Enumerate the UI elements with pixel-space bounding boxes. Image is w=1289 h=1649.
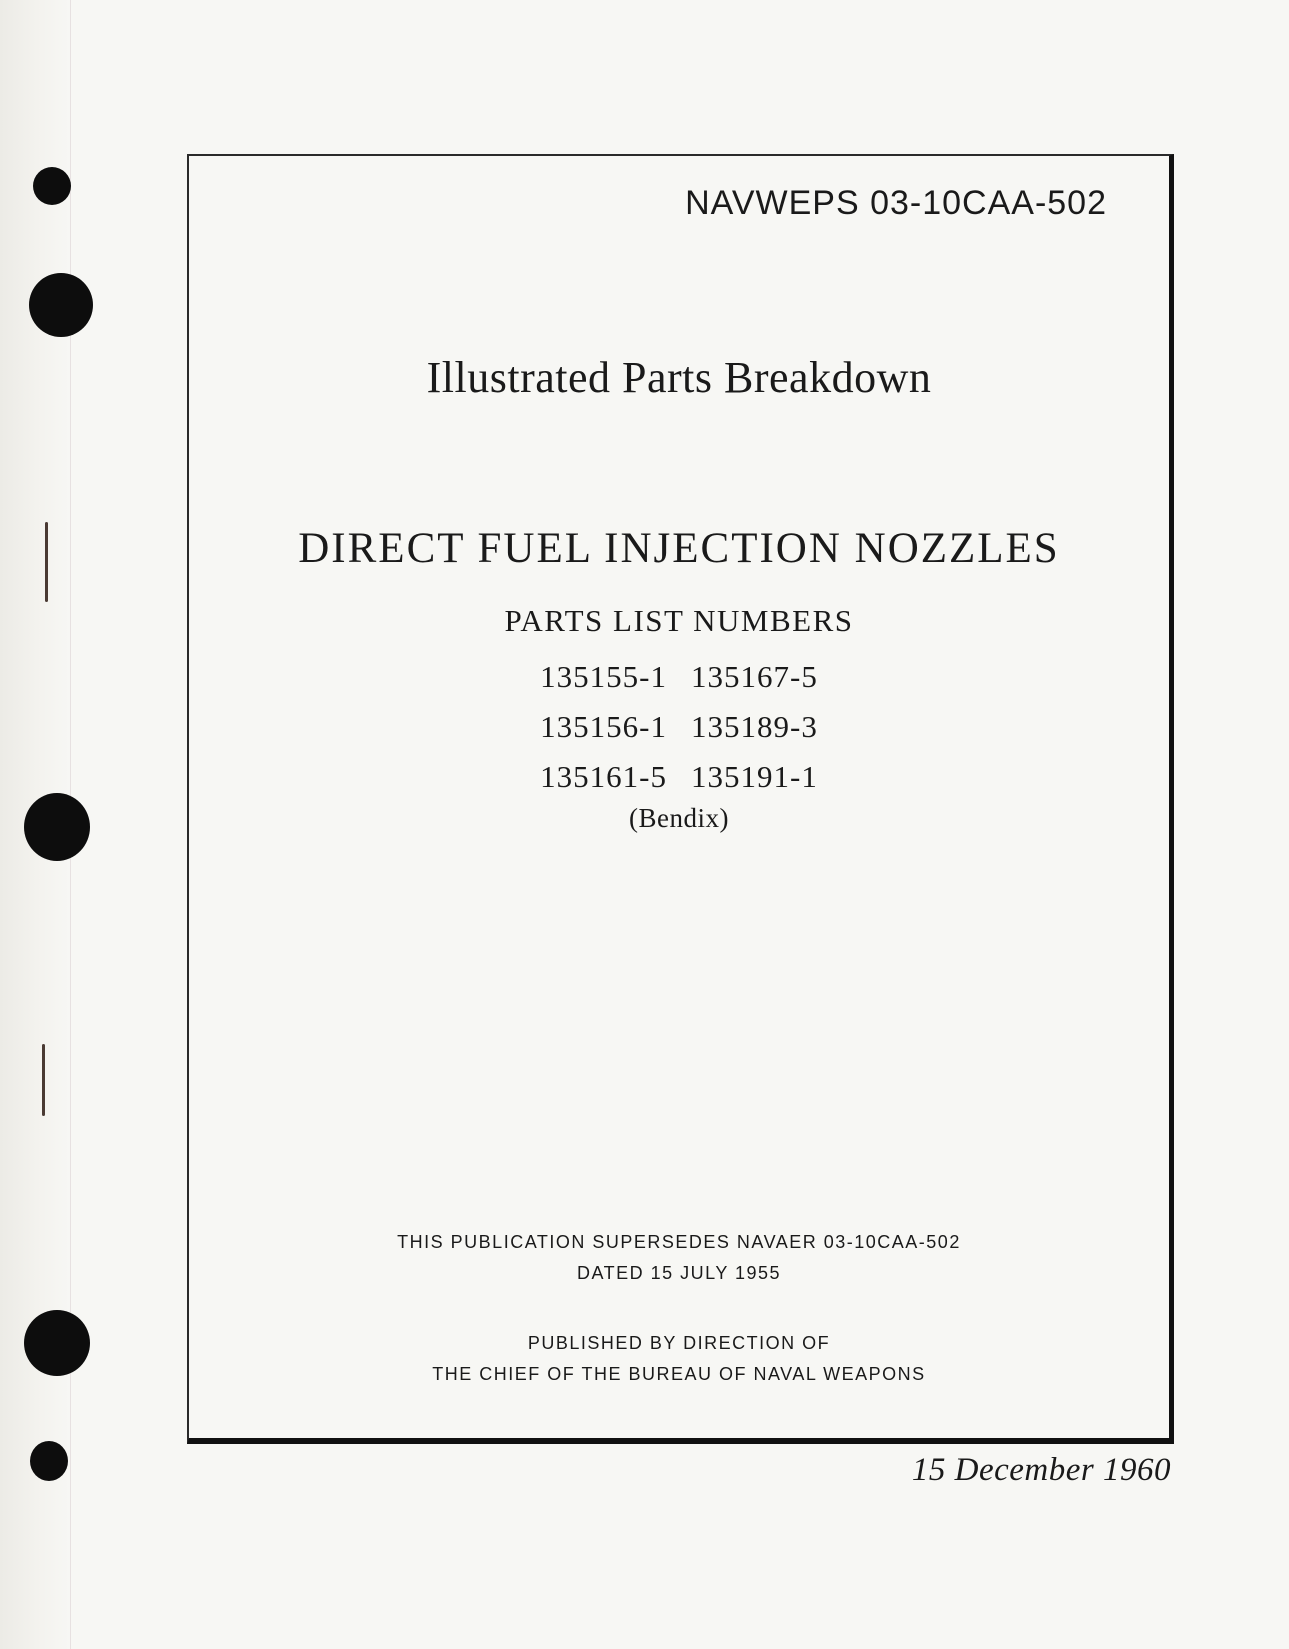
binder-mark-1	[45, 522, 48, 602]
main-title: DIRECT FUEL INJECTION NOZZLES	[298, 525, 1060, 572]
part-numbers-grid	[189, 652, 1169, 802]
supersedes-line-2: DATED 15 JULY 1955	[576, 1263, 782, 1283]
published-line-2: THE CHIEF OF THE BUREAU OF NAVAL WEAPONS	[432, 1364, 926, 1384]
part-number: 135191-1	[691, 759, 818, 794]
binder-hole-5	[30, 1441, 68, 1481]
document-number: NAVWEPS 03-10CAA-502	[685, 184, 1107, 222]
supersedes-line-1: THIS PUBLICATION SUPERSEDES NAVAER 03-10CAA-502	[397, 1232, 961, 1252]
published-by-notice	[189, 1328, 1169, 1390]
binder-hole-2	[29, 273, 93, 337]
binder-hole-1	[33, 167, 71, 205]
binder-hole-3	[24, 793, 90, 861]
manufacturer-label: (Bendix)	[629, 803, 729, 833]
published-line-1: PUBLISHED BY DIRECTION OF	[527, 1333, 831, 1353]
binder-hole-4	[24, 1310, 90, 1376]
publication-date: 15 December 1960	[911, 1452, 1171, 1488]
part-number: 135189-3	[691, 709, 818, 744]
parts-list-heading: PARTS LIST NUMBERS	[504, 603, 854, 638]
binder-mark-2	[42, 1044, 45, 1116]
part-number: 135167-5	[691, 659, 818, 694]
part-number: 135155-1	[540, 659, 667, 694]
supersedes-notice	[189, 1227, 1169, 1289]
part-number: 135161-5	[540, 759, 667, 794]
part-numbers-left-column	[540, 652, 667, 802]
publication-type-title: Illustrated Parts Breakdown	[426, 353, 932, 402]
cover-frame	[187, 154, 1174, 1444]
part-number: 135156-1	[540, 709, 667, 744]
part-numbers-right-column	[691, 652, 818, 802]
